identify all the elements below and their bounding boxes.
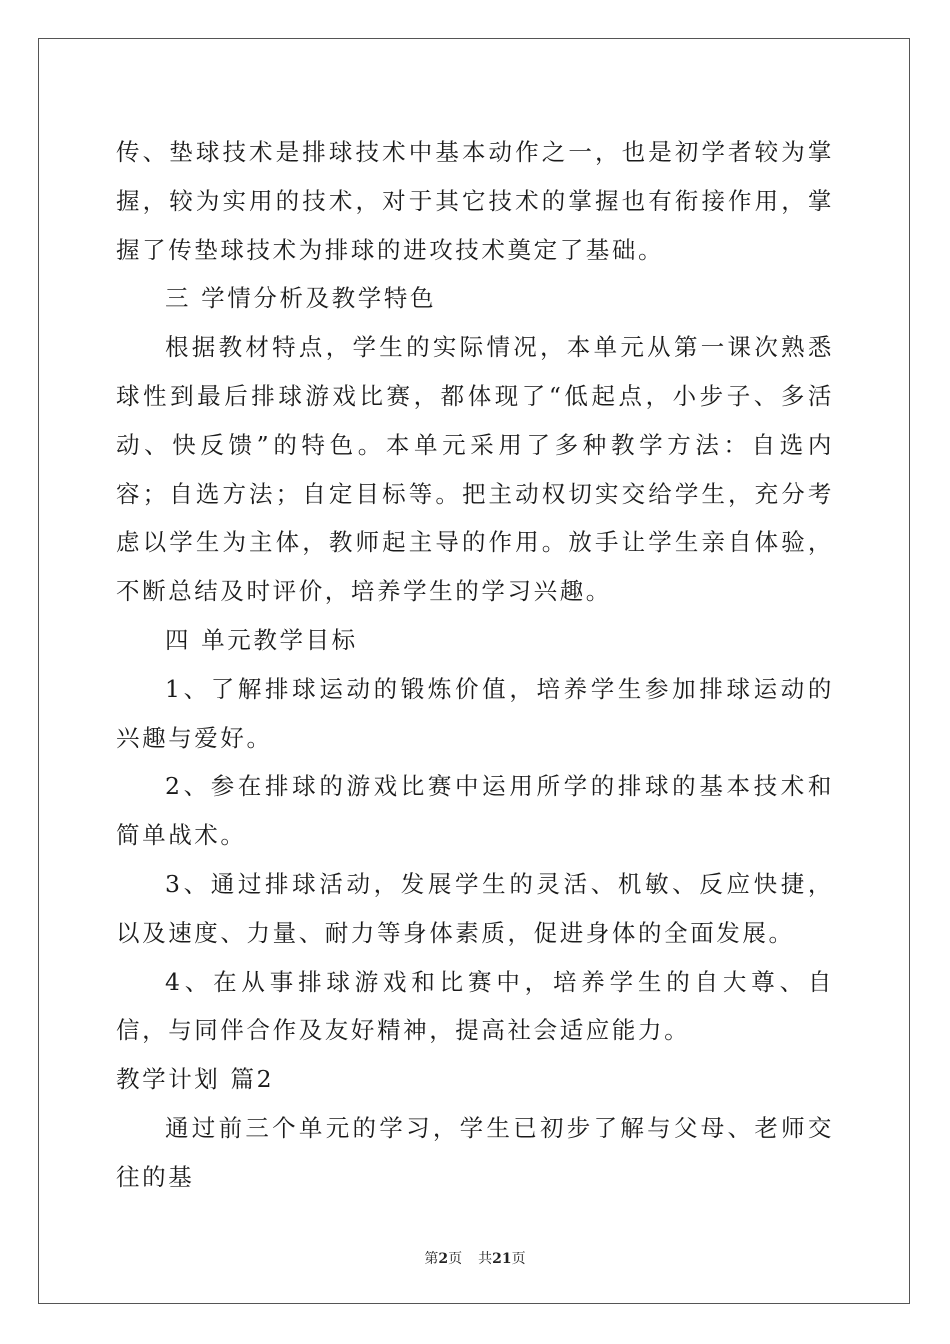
page-suffix: 页 (448, 1251, 463, 1267)
total-pages: 21 (492, 1251, 512, 1267)
total-prefix: 共 (478, 1251, 493, 1267)
section-heading-learning-analysis: 三 学情分析及教学特色 (165, 284, 437, 313)
document-body (116, 128, 834, 1202)
total-suffix: 页 (511, 1251, 526, 1267)
paragraph-intro: 传、垫球技术是排球技术中基本动作之一，也是初学者较为掌握，较为实用的技术，对于其它技术的掌握也有衔接作用，掌握了传垫球技术为排球的进攻技术奠定了基础。 (116, 138, 834, 264)
page-prefix: 第 (424, 1251, 439, 1267)
section-heading-unit-goals: 四 单元教学目标 (165, 625, 358, 654)
page-number: 2 (438, 1251, 449, 1267)
plan-heading: 教学计划 篇2 (116, 1065, 275, 1094)
paragraph-learning-analysis: 根据教材特点，学生的实际情况，本单元从第一课次熟悉球性到最后排球游戏比赛，都体现了“低起点，小步子、多活动、快反馈”的特色。本单元采用了多种教学方法：自选内容；自选方法；自定目标等。把主动权切实交给学生，充分考虑以学生为主体，教师起主导的作用。放手让学生亲自体验，不断总结及时评价，培养学生的学习兴趣。 (116, 333, 834, 606)
paragraph-plan-2-intro: 通过前三个单元的学习，学生已初步了解与父母、老师交往的基 (116, 1113, 834, 1191)
goal-item-2: 2、参在排球的游戏比赛中运用所学的排球的基本技术和简单战术。 (116, 772, 834, 850)
page-footer (0, 1248, 950, 1268)
goal-item-3: 3、通过排球活动，发展学生的灵活、机敏、反应快捷，以及速度、力量、耐力等身体素质，促进身体的全面发展。 (116, 869, 834, 947)
goal-item-1: 1、了解排球运动的锻炼价值，培养学生参加排球运动的兴趣与爱好。 (116, 674, 834, 752)
goal-item-4: 4、在从事排球游戏和比赛中，培养学生的自大尊、自信，与同伴合作及友好精神，提高社会适应能力。 (116, 967, 834, 1045)
